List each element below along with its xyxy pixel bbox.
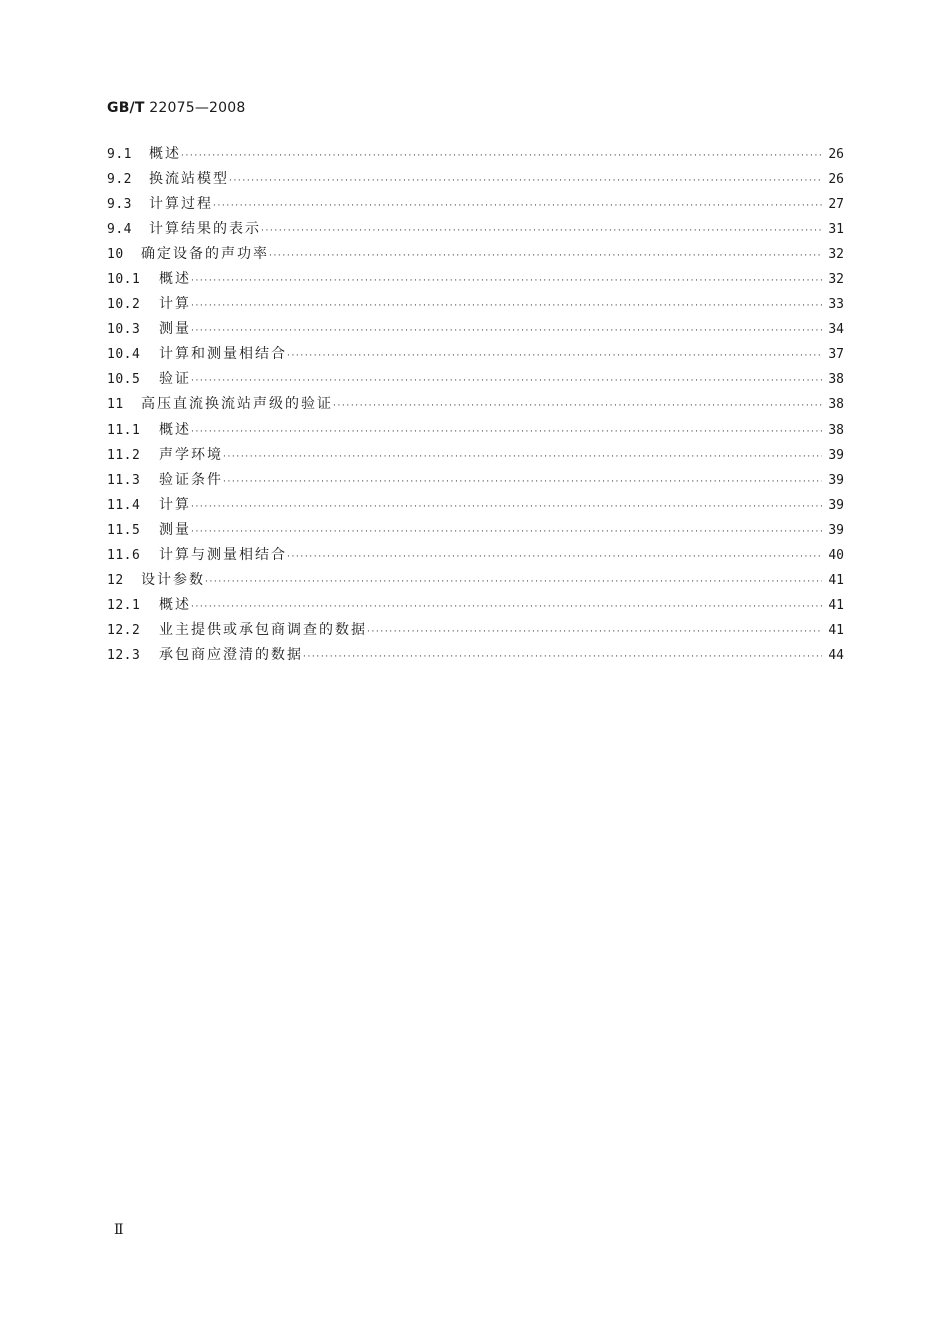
- toc-entry[interactable]: [107, 242, 844, 267]
- standard-prefix: GB/T: [107, 100, 145, 116]
- toc-entry[interactable]: [107, 192, 844, 217]
- toc-entry[interactable]: [107, 543, 844, 568]
- toc-entry-page: 37: [828, 347, 844, 363]
- toc-dot-leader: [181, 144, 822, 169]
- toc-entry-title: 设计参数: [141, 571, 205, 588]
- toc-dot-leader: [223, 470, 822, 495]
- toc-entry-title: 计算: [159, 496, 191, 513]
- toc-dot-leader: [367, 620, 822, 645]
- toc-entry-page: 32: [828, 272, 844, 288]
- toc-dot-leader: [191, 369, 822, 394]
- toc-entry[interactable]: [107, 342, 844, 367]
- toc-entry-title: 计算: [159, 296, 191, 313]
- toc-dot-leader: [191, 319, 822, 344]
- toc-entry-number: 9.3: [107, 197, 132, 213]
- toc-entry[interactable]: [107, 443, 844, 468]
- toc-entry-title: 验证条件: [159, 471, 223, 488]
- toc-entry[interactable]: [107, 142, 844, 167]
- toc-entry-page: 39: [828, 447, 844, 463]
- toc-entry-page: 26: [828, 172, 844, 188]
- toc-entry[interactable]: [107, 493, 844, 518]
- toc-entry-title: 确定设备的声功率: [141, 246, 269, 263]
- toc-entry[interactable]: [107, 367, 844, 392]
- toc-dot-leader: [229, 169, 822, 194]
- toc-entry[interactable]: [107, 643, 844, 668]
- toc-entry-page: 40: [828, 547, 844, 563]
- toc-entry-number: 12.1: [107, 597, 141, 613]
- toc-entry-number: 11.5: [107, 522, 141, 538]
- toc-entry-number: 9.2: [107, 172, 132, 188]
- toc-entry-title: 概述: [159, 421, 191, 438]
- toc-dot-leader: [287, 545, 822, 570]
- toc-dot-leader: [213, 194, 822, 219]
- toc-entry-title: 概述: [159, 596, 191, 613]
- toc-entry-number: 12.3: [107, 647, 141, 663]
- toc-entry-page: 39: [828, 522, 844, 538]
- toc-dot-leader: [269, 244, 822, 269]
- toc-entry-page: 26: [828, 147, 844, 162]
- toc-entry[interactable]: [107, 568, 844, 593]
- toc-entry-title: 计算结果的表示: [149, 221, 261, 238]
- toc-entry[interactable]: [107, 292, 844, 317]
- toc-entry-page: 44: [828, 647, 844, 663]
- toc-dot-leader: [261, 219, 822, 244]
- toc-entry-title: 计算和测量相结合: [159, 346, 287, 363]
- toc-entry-page: 34: [828, 322, 844, 338]
- toc-entry-number: 11.1: [107, 422, 141, 438]
- toc-entry-page: 39: [828, 497, 844, 513]
- toc-entry[interactable]: [107, 317, 844, 342]
- toc-entry-number: 10: [107, 247, 124, 263]
- toc-entry-page: 38: [828, 422, 844, 438]
- toc-entry-page: 41: [828, 597, 844, 613]
- toc-entry[interactable]: [107, 468, 844, 493]
- toc-entry[interactable]: [107, 392, 844, 417]
- toc-entry-page: 27: [828, 197, 844, 213]
- toc-dot-leader: [191, 294, 822, 319]
- toc-entry-number: 12: [107, 572, 124, 588]
- toc-entry-page: 41: [828, 572, 844, 588]
- toc-entry-number: 11.4: [107, 497, 141, 513]
- toc-entry-title: 业主提供或承包商调查的数据: [159, 621, 367, 638]
- toc-entry[interactable]: [107, 418, 844, 443]
- toc-entry-page: 33: [828, 297, 844, 313]
- toc-entry-title: 计算过程: [149, 196, 213, 213]
- toc-entry-number: 9.4: [107, 222, 132, 238]
- toc-entry-title: 概述: [149, 146, 181, 162]
- toc-entry-page: 31: [828, 222, 844, 238]
- toc-dot-leader: [191, 495, 822, 520]
- toc-entry-number: 11.6: [107, 547, 141, 563]
- toc-dot-leader: [287, 344, 822, 369]
- toc-entry-title: 高压直流换流站声级的验证: [141, 396, 333, 413]
- toc-dot-leader: [191, 269, 822, 294]
- toc-entry-page: 39: [828, 472, 844, 488]
- toc-entry-number: 11.3: [107, 472, 141, 488]
- toc-entry-page: 41: [828, 622, 844, 638]
- toc-entry[interactable]: [107, 167, 844, 192]
- toc-entry-page: 38: [828, 372, 844, 388]
- toc-entry-number: 11: [107, 397, 124, 413]
- page-header: [107, 100, 245, 116]
- toc-entry[interactable]: [107, 518, 844, 543]
- toc-entry-title: 测量: [159, 521, 191, 538]
- toc-entry[interactable]: [107, 217, 844, 242]
- toc-entry-title: 概述: [159, 271, 191, 288]
- toc-entry-number: 9.1: [107, 147, 132, 162]
- toc-entry-title: 验证: [159, 371, 191, 388]
- toc-entry-number: 12.2: [107, 622, 141, 638]
- toc-entry-page: 38: [828, 397, 844, 413]
- toc-dot-leader: [191, 520, 822, 545]
- toc-entry-page: 32: [828, 247, 844, 263]
- toc-dot-leader: [191, 595, 822, 620]
- toc-entry-number: 11.2: [107, 447, 141, 463]
- toc-entry-number: 10.5: [107, 372, 141, 388]
- toc-entry[interactable]: [107, 618, 844, 643]
- page-number: Ⅱ: [114, 1222, 124, 1238]
- toc-dot-leader: [223, 445, 822, 470]
- toc-dot-leader: [205, 570, 822, 595]
- toc-entry[interactable]: [107, 267, 844, 292]
- standard-number: 22075—2008: [149, 100, 246, 116]
- toc-entry-number: 10.1: [107, 272, 141, 288]
- toc-entry-number: 10.2: [107, 297, 141, 313]
- table-of-contents: [107, 142, 844, 668]
- toc-entry-number: 10.3: [107, 322, 141, 338]
- toc-dot-leader: [303, 645, 822, 670]
- toc-entry[interactable]: [107, 593, 844, 618]
- toc-dot-leader: [333, 394, 822, 419]
- toc-entry-title: 换流站模型: [149, 171, 229, 188]
- toc-entry-title: 承包商应澄清的数据: [159, 646, 303, 663]
- toc-dot-leader: [191, 420, 822, 445]
- toc-entry-title: 计算与测量相结合: [159, 546, 287, 563]
- toc-entry-title: 声学环境: [159, 446, 223, 463]
- toc-entry-title: 测量: [159, 321, 191, 338]
- toc-entry-number: 10.4: [107, 347, 141, 363]
